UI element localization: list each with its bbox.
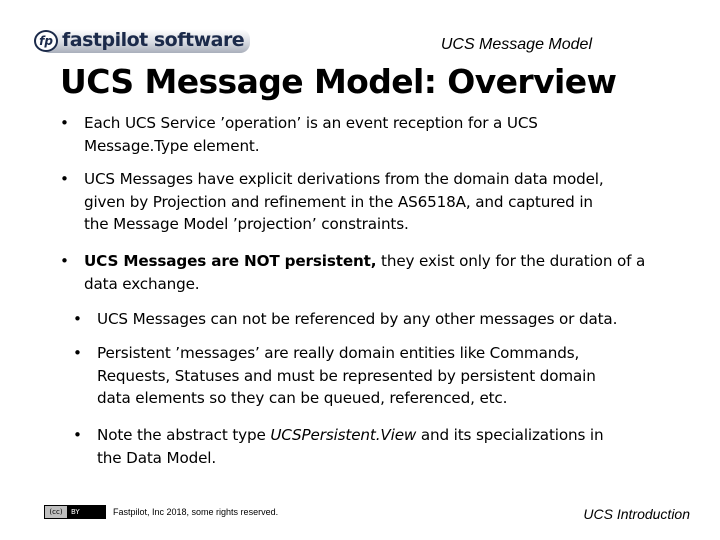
bullet-text: given by Projection and refinement in the AS6518A, and captured in — [84, 192, 593, 211]
header-section-title: UCS Message Model — [440, 36, 592, 53]
bullet-item — [60, 112, 674, 157]
logo-mark-icon: fp — [34, 30, 58, 52]
subbullet-lead: Note the abstract type — [97, 426, 271, 444]
logo-text: fastpilot software — [40, 29, 250, 53]
company-logo — [34, 29, 245, 55]
footer-section: UCS Introduction — [583, 506, 690, 522]
bullet-item — [60, 250, 674, 295]
bullet-text — [84, 250, 674, 273]
subbullet-text: Requests, Statuses and must be represented by persistent domain — [97, 366, 596, 385]
bullet-item — [60, 168, 674, 236]
bullet-dot-icon: • — [60, 252, 69, 270]
bullet-dot-icon: • — [73, 344, 82, 362]
bullet-text: Message.Type element. — [84, 136, 260, 155]
cc-by-label: BY — [67, 506, 105, 518]
type-name: UCSPersistent.View — [270, 426, 417, 444]
subbullet-text: UCS Messages can not be referenced by any other messages or data. — [97, 310, 618, 328]
bullet-dot-icon: • — [60, 114, 69, 132]
subbullet-text: Persistent ’messages’ are really domain entities like Commands, — [97, 344, 580, 362]
bullet-dot-icon: • — [73, 310, 82, 328]
bullet-text: the Message Model ’projection’ constraints. — [84, 215, 409, 233]
subbullet-item — [73, 342, 687, 410]
bullet-dot-icon: • — [73, 426, 82, 444]
subbullet-item — [73, 308, 687, 331]
bullet-text: data exchange. — [84, 274, 200, 293]
bold-lead: UCS Messages are NOT persistent, — [84, 252, 377, 270]
bullet-text: UCS Messages have explicit derivations from the domain data model, — [84, 170, 604, 188]
bullet-text: Each UCS Service ’operation’ is an event reception for a UCS — [84, 114, 538, 132]
cc-license-badge — [44, 505, 106, 519]
bullet-text-rest: they exist only for the duration of a — [376, 252, 646, 270]
slide-title: UCS Message Model: Overview — [60, 62, 617, 101]
cc-icon: (cc) — [45, 506, 67, 518]
subbullet-text — [97, 424, 687, 447]
subbullet-text: data elements so they can be queued, referenced, etc. — [97, 389, 508, 407]
subbullet-item — [73, 424, 687, 469]
bullet-dot-icon: • — [60, 170, 69, 188]
footer-copyright: Fastpilot, Inc 2018, some rights reserved. — [113, 507, 279, 517]
subbullet-rest: and its specializations in — [416, 426, 604, 444]
subbullet-text: the Data Model. — [97, 448, 217, 467]
